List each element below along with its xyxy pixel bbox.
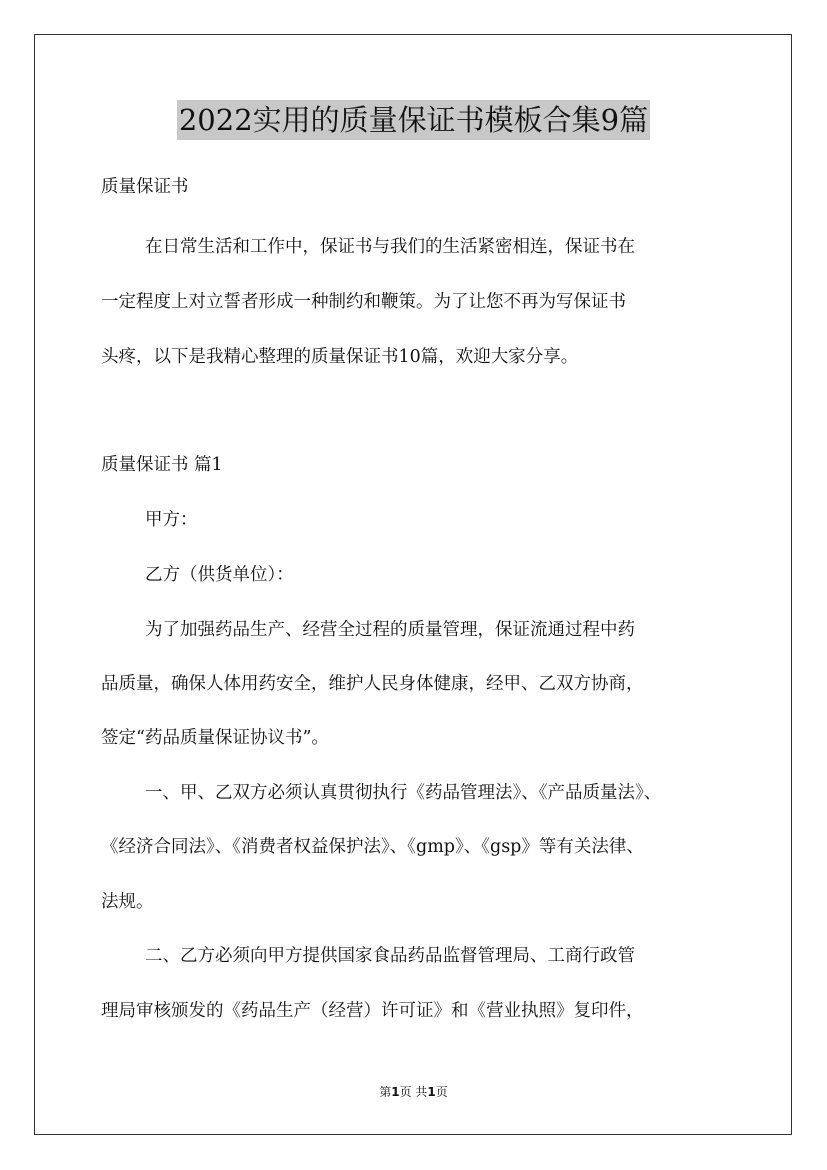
intro-line-2: 一定程度上对立誓者形成一种制约和鞭策。为了让您不再为写保证书 — [101, 292, 626, 312]
footer-suffix: 页 — [435, 1085, 448, 1099]
section-heading: 质量保证书 篇1 — [101, 455, 223, 475]
footer-page-number: 1 — [391, 1085, 400, 1099]
para2-line-2: 《经济合同法》、《消费者权益保护法》、《gmp》、《gsp》等有关法律、 — [101, 837, 644, 857]
footer-page-total: 1 — [427, 1085, 436, 1099]
party-a-line: 甲方： — [145, 510, 198, 530]
para1-line-1: 为了加强药品生产、经营全过程的质量管理，保证流通过程中药 — [145, 620, 635, 640]
page-footer — [0, 1084, 827, 1100]
para3-line-1: 二、乙方必须向甲方提供国家食品药品监督管理局、工商行政管 — [145, 946, 635, 966]
footer-mid: 页 共 — [399, 1085, 428, 1099]
para1-line-3: 签定“药品质量保证协议书”。 — [101, 728, 329, 748]
intro-heading: 质量保证书 — [101, 177, 189, 197]
intro-line-1: 在日常生活和工作中，保证书与我们的生活紧密相连，保证书在 — [145, 237, 635, 257]
para1-line-2: 品质量，确保人体用药安全，维护人民身体健康，经甲、乙双方协商， — [101, 674, 644, 694]
intro-line-3: 头疼，以下是我精心整理的质量保证书10篇，欢迎大家分享。 — [101, 347, 579, 367]
para3-line-2: 理局审核颁发的《药品生产（经营）许可证》和《营业执照》复印件， — [101, 1001, 644, 1021]
title-container — [0, 100, 827, 140]
document-title: 2022实用的质量保证书模板合集9篇 — [177, 100, 650, 140]
footer-prefix: 第 — [379, 1085, 392, 1099]
party-b-line: 乙方（供货单位）： — [145, 565, 294, 585]
para2-line-3: 法规。 — [101, 892, 154, 912]
para2-line-1: 一、甲、乙双方必须认真贯彻执行《药品管理法》、《产品质量法》、 — [145, 783, 662, 803]
